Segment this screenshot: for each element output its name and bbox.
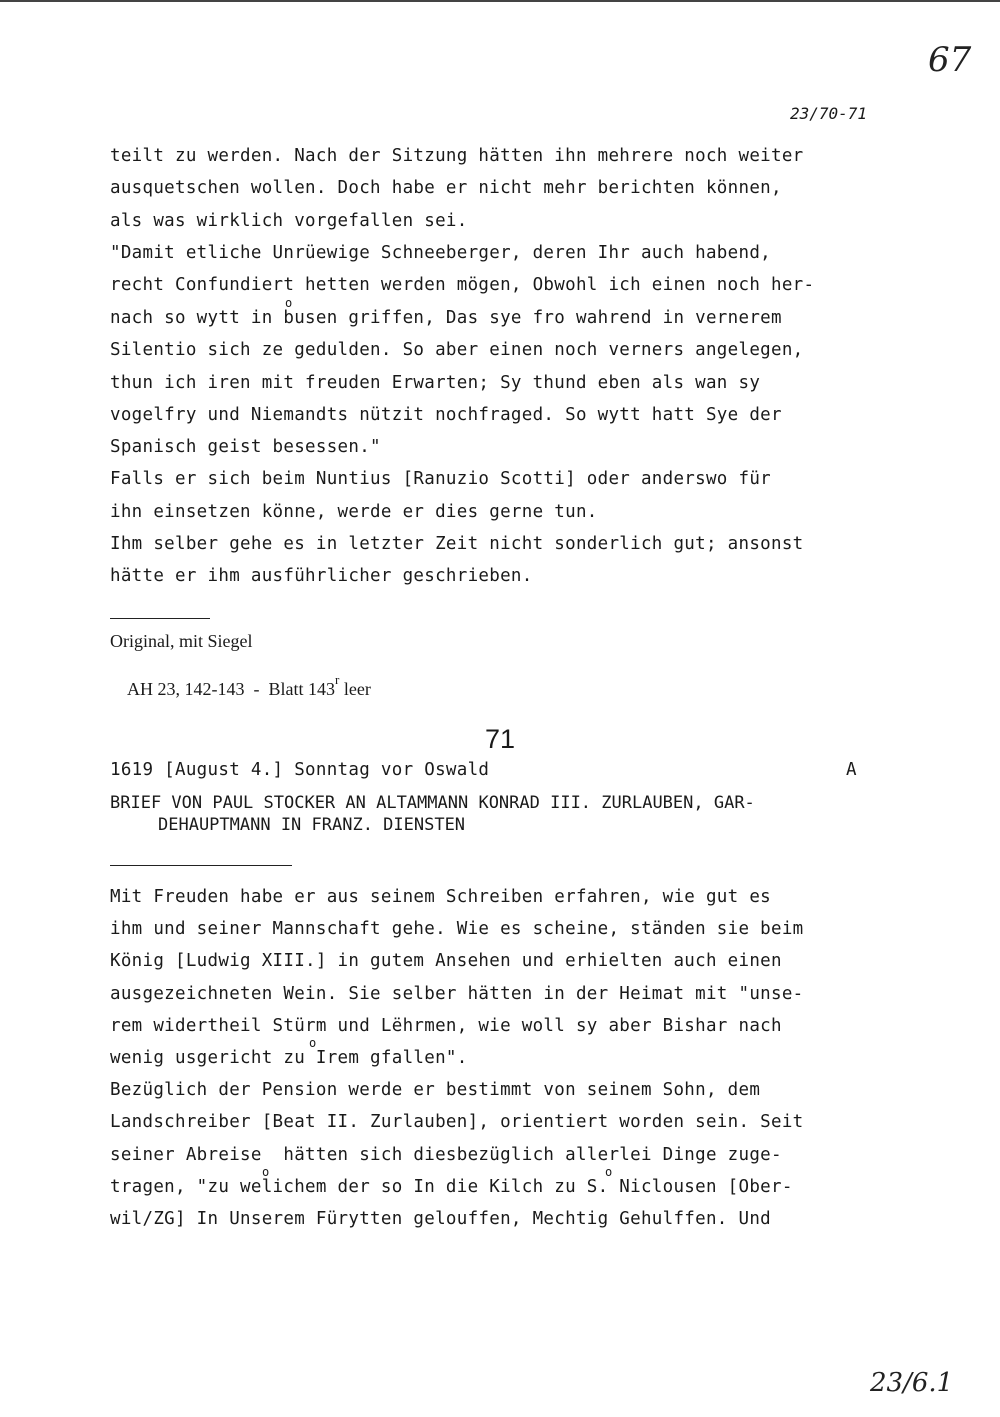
letter-title: BRIEF VON PAUL STOCKER AN ALTAMMANN KONRAD III. ZURLAUBEN, GAR- [110, 793, 755, 813]
body-line: ausgezeichneten Wein. Sie selber hätten in der Heimat mit "unse- [110, 984, 804, 1004]
body-line: recht Confundiert hetten werden mögen, Obwohl ich einen noch her- [110, 275, 815, 295]
body-line: Spanisch geist besessen." [110, 437, 381, 457]
superscript-o: o [262, 1165, 270, 1179]
archive-handwritten-mark: 23/6.1 [870, 1368, 954, 1398]
body-line: nach so wytt in busen griffen, Das sye fro wahrend in vernerem [110, 308, 782, 328]
date-mark: A [846, 760, 857, 780]
body-line: hätte er ihm ausführlicher geschrieben. [110, 566, 533, 586]
body-line: ihn einsetzen könne, werde er dies gerne tun. [110, 502, 598, 522]
body-line: rem widertheil Stürm und Lëhrmen, wie woll sy aber Bishar nach [110, 1016, 782, 1036]
body-line: als was wirklich vorgefallen sei. [110, 211, 468, 231]
body-line: thun ich iren mit freuden Erwarten; Sy thund eben als wan sy [110, 373, 761, 393]
body-line: tragen, "zu welichem der so In die Kilch zu S. Niclousen [Ober- [110, 1177, 793, 1197]
body-line: teilt zu werden. Nach der Sitzung hätten ihn mehrere noch weiter [110, 146, 804, 166]
body-line: ausquetschen wollen. Doch habe er nicht mehr berichten können, [110, 178, 782, 198]
body-line: Landschreiber [Beat II. Zurlauben], orientiert worden sein. Seit [110, 1112, 804, 1132]
folio-number: 67 [928, 40, 972, 80]
superscript-o: o [605, 1165, 613, 1179]
source-empty: leer [343, 679, 371, 699]
section-number: 71 [484, 724, 516, 754]
source-dash: - [253, 679, 260, 699]
body-line: wenig usgericht zu Irem gfallen". [110, 1048, 468, 1068]
scan-edge [0, 0, 1000, 2]
date-line: 1619 [August 4.] Sonntag vor Oswald [110, 760, 490, 780]
body-line: Silentio sich ze gedulden. So aber einen noch verners angelegen, [110, 340, 804, 360]
title-rule [110, 865, 292, 866]
source-folio-sup: r [335, 672, 340, 687]
body-line: ihm und seiner Mannschaft gehe. Wie es scheine, ständen sie beim [110, 919, 804, 939]
body-line: wil/ZG] In Unserem Fürytten gelouffen, Mechtig Gehulffen. Und [110, 1209, 771, 1229]
body-line: seiner Abreise hätten sich diesbezüglich allerlei Dinge zuge- [110, 1145, 782, 1165]
reference-number: 23/70-71 [790, 104, 868, 123]
body-line: Ihm selber gehe es in letzter Zeit nicht sonderlich gut; ansonst [110, 534, 804, 554]
letter-title-continued: DEHAUPTMANN IN FRANZ. DIENSTEN [158, 815, 466, 835]
source-ref: AH 23, 142-143 [127, 679, 245, 699]
source-folio: Blatt 143 [268, 679, 336, 699]
body-line: Mit Freuden habe er aus seinem Schreiben erfahren, wie gut es [110, 887, 771, 907]
body-line: Bezüglich der Pension werde er bestimmt von seinem Sohn, dem [110, 1080, 761, 1100]
body-line: Falls er sich beim Nuntius [Ranuzio Scotti] oder anderswo für [110, 469, 771, 489]
source-note-line2 [110, 655, 371, 721]
superscript-o: o [285, 296, 293, 310]
body-line: "Damit etliche Unrüewige Schneeberger, deren Ihr auch habend, [110, 243, 771, 263]
footnote-rule [110, 618, 210, 619]
source-note-line1: Original, mit Siegel [110, 631, 253, 651]
superscript-o: o [309, 1036, 317, 1050]
body-line: König [Ludwig XIII.] in gutem Ansehen und erhielten auch einen [110, 951, 782, 971]
body-line: vogelfry und Niemandts nützit nochfraged. So wytt hatt Sye der [110, 405, 782, 425]
